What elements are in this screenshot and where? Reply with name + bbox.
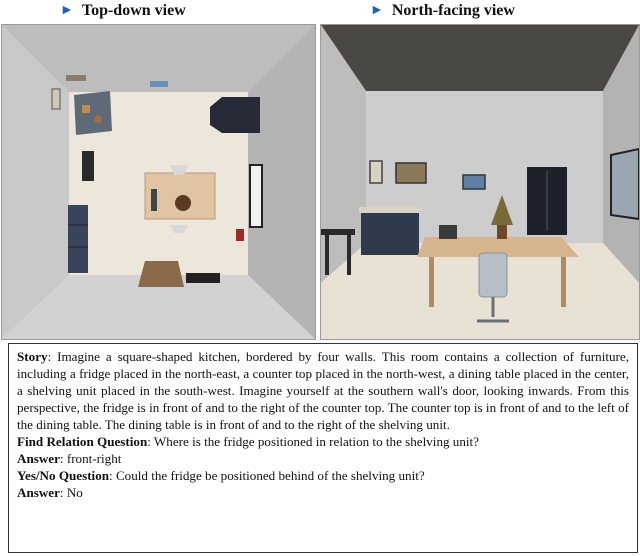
door <box>138 261 184 287</box>
counter-surface <box>359 207 421 213</box>
north-facing-view-title: North-facing view <box>391 2 515 19</box>
north-facing-scene <box>321 25 639 339</box>
find-relation-label: Find Relation Question <box>17 434 148 449</box>
shelving-unit <box>68 205 88 273</box>
wall-picture <box>52 89 60 109</box>
plant <box>175 195 191 211</box>
answer-line-2 <box>17 484 629 501</box>
wall-picture <box>370 161 382 183</box>
answer-line-1 <box>17 450 629 467</box>
counter-item <box>82 105 90 113</box>
wall-item <box>236 229 244 241</box>
counter-item <box>94 115 102 123</box>
wall-picture <box>66 75 86 81</box>
yes-no-label: Yes/No Question <box>17 468 110 483</box>
answer-label: Answer <box>17 451 60 466</box>
wall-picture <box>463 175 485 189</box>
doormat <box>186 273 220 283</box>
chair <box>479 253 507 297</box>
story-paragraph <box>17 348 629 433</box>
counter-top <box>74 91 112 135</box>
toaster <box>439 225 457 239</box>
story-label: Story <box>17 349 48 364</box>
window <box>250 165 262 227</box>
story-box <box>8 343 638 553</box>
ceiling <box>321 25 639 91</box>
answer-text-1: : front-right <box>59 451 122 466</box>
north-facing-view-header <box>370 0 515 22</box>
bar-stool <box>321 229 355 235</box>
top-down-scene <box>2 25 315 339</box>
wall-picture <box>396 163 426 183</box>
top-down-render <box>1 24 316 340</box>
answer-text-2: : No <box>59 485 83 500</box>
answer-label: Answer <box>17 485 60 500</box>
find-relation-question: : Where is the fridge positioned in relation to the shelving unit? <box>147 434 479 449</box>
top-down-view-title: Top-down view <box>81 2 186 19</box>
yes-no-question: : Could the fridge be positioned behind of the shelving unit? <box>109 468 425 483</box>
toaster <box>151 189 157 211</box>
play-triangle-icon: ► <box>370 3 384 18</box>
yes-no-line <box>17 467 629 484</box>
plant-pot <box>497 225 507 239</box>
play-triangle-icon: ► <box>60 3 74 18</box>
fridge <box>210 97 260 133</box>
find-relation-line <box>17 433 629 450</box>
counter-top <box>361 211 419 255</box>
top-down-view-header <box>60 0 186 22</box>
window <box>611 149 639 219</box>
bar-stool <box>82 151 94 181</box>
north-facing-render <box>320 24 640 340</box>
story-text: : Imagine a square-shaped kitchen, bordered by four walls. This room contains a collection of furniture, including a fridge placed in the north-east, a counter top placed in the north-west, a dining table placed in the center, a shelving unit placed in the south-west. Imagine yourself at the southern wall's door, looking inwards. From this perspective, the fridge is in front of and to the right of the counter top. The counter top is in front of and to the left of the dining table. The dining table is in front of and to the right of the shelving unit. <box>17 349 629 432</box>
wall-picture <box>150 81 168 87</box>
